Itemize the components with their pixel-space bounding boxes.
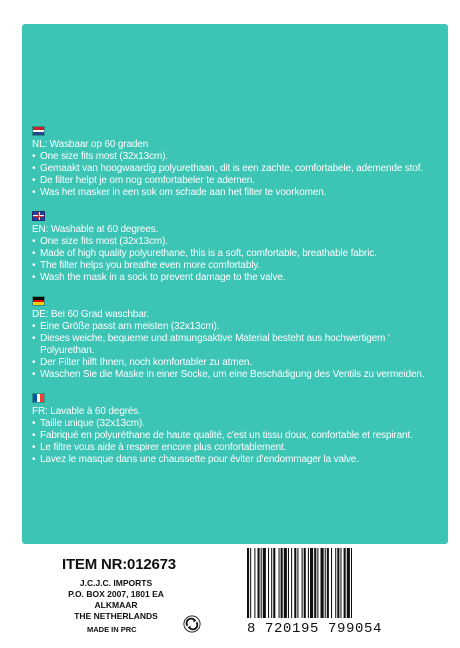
company-name: J.C.J.C. IMPORTS: [79, 578, 153, 588]
section-heading: FR: Lavable à 60 degrés.: [32, 406, 141, 417]
barcode-bar: [288, 548, 289, 618]
list-item: • Der Filter hilft Ihnen, noch komfortabler zu atmen.: [32, 357, 444, 369]
made-in-label: MADE IN PRC: [87, 625, 137, 634]
flag-netherlands-icon: [32, 126, 45, 136]
flag-germany-icon: [32, 296, 45, 306]
section-heading: DE: Bei 60 Grad waschbar.: [32, 309, 149, 320]
list-item: • Wash the mask in a sock to prevent damage to the valve.: [32, 272, 444, 284]
list-item: • Gemaakt van hoogwaardig polyurethaan, dit is een zachte, comfortabele, ademende stof.: [32, 163, 444, 175]
list-item: • Dieses weiche, bequeme und atmungsaktive Material besteht aus hochwertigem ' Polyurethan.: [32, 333, 400, 357]
barcode-bar: [281, 548, 283, 618]
barcode-bar: [302, 548, 303, 618]
list-item: • Was het masker in een sok om schade aan het filter te voorkomen.: [32, 187, 444, 199]
barcode-bar: [254, 548, 255, 618]
section-nl: [32, 126, 444, 199]
barcode-bar: [308, 548, 309, 618]
list-item: • Made of high quality polyurethane, this is a soft, comfortable, breathable fabric.: [32, 248, 444, 260]
barcode-bar: [271, 548, 272, 618]
instructions-content: [32, 126, 444, 478]
barcode-bar: [294, 548, 296, 618]
barcode-bar: [335, 548, 336, 618]
barcode-bar: [327, 548, 329, 618]
company-address: P.O. BOX 2007, 1801 EA ALKMAAR: [68, 589, 164, 610]
barcode-bar: [337, 548, 339, 618]
barcode-bar: [247, 548, 249, 618]
list-item: • Eine Größe passt am meisten (32x13cm).: [32, 321, 444, 333]
section-en: [32, 211, 444, 284]
barcode-bar: [351, 548, 352, 618]
barcode-bar: [321, 548, 324, 618]
list-item: • De filter helpt je om nog comfortabeler te ademen.: [32, 175, 444, 187]
barcode-bar: [344, 548, 346, 618]
barcode-bar: [268, 548, 269, 618]
list-item: • Lavez le masque dans une chaussette pour éviter d'endommager la valve.: [32, 454, 444, 466]
list-item: • Le filtre vous aide à respirer encore plus confortablement.: [32, 442, 444, 454]
item-number: ITEM NR:012673: [62, 556, 176, 573]
flag-france-icon: [32, 393, 45, 403]
barcode-bar: [340, 548, 341, 618]
barcode-bar: [279, 548, 280, 618]
barcode-bar: [284, 548, 287, 618]
recycle-icon: [183, 615, 201, 633]
list-item: • One size fits most (32x13cm).: [32, 151, 444, 163]
list-item: • The filter helps you breathe even more comfortably.: [32, 260, 444, 272]
barcode-bar: [263, 548, 266, 618]
flag-uk-icon: [32, 211, 45, 221]
barcode-number: 8 720195 799054: [247, 621, 383, 637]
list-item: • Waschen Sie die Maske in einer Socke, um eine Beschädigung des Ventils zu vermeiden.: [32, 369, 444, 381]
barcode-bar: [310, 548, 313, 618]
section-fr: [32, 393, 444, 466]
barcode-bar: [331, 548, 332, 618]
barcode-bar: [250, 548, 251, 618]
barcode-bar: [297, 548, 298, 618]
company-block: [60, 578, 172, 622]
list-item: • Fabriqué en polyuréthane de haute qualité, c'est un tissu doux, confortable et respirant.: [32, 430, 444, 442]
section-heading: EN: Washable at 60 degrees.: [32, 224, 159, 235]
barcode-bar: [304, 548, 306, 618]
barcode-bar: [261, 548, 262, 618]
barcode-bar: [273, 548, 275, 618]
barcode: [246, 548, 439, 618]
company-country: THE NETHERLANDS: [74, 611, 158, 621]
barcode-bar: [325, 548, 326, 618]
barcode-bar: [291, 548, 292, 618]
barcode-bar: [258, 548, 260, 618]
barcode-bar: [317, 548, 318, 618]
barcode-bar: [314, 548, 316, 618]
list-item: • Taille unique (32x13cm).: [32, 418, 444, 430]
barcode-bar: [347, 548, 350, 618]
section-heading: NL: Wasbaar op 60 graden: [32, 139, 149, 150]
section-de: [32, 296, 444, 381]
list-item: • One size fits most (32x13cm).: [32, 236, 444, 248]
